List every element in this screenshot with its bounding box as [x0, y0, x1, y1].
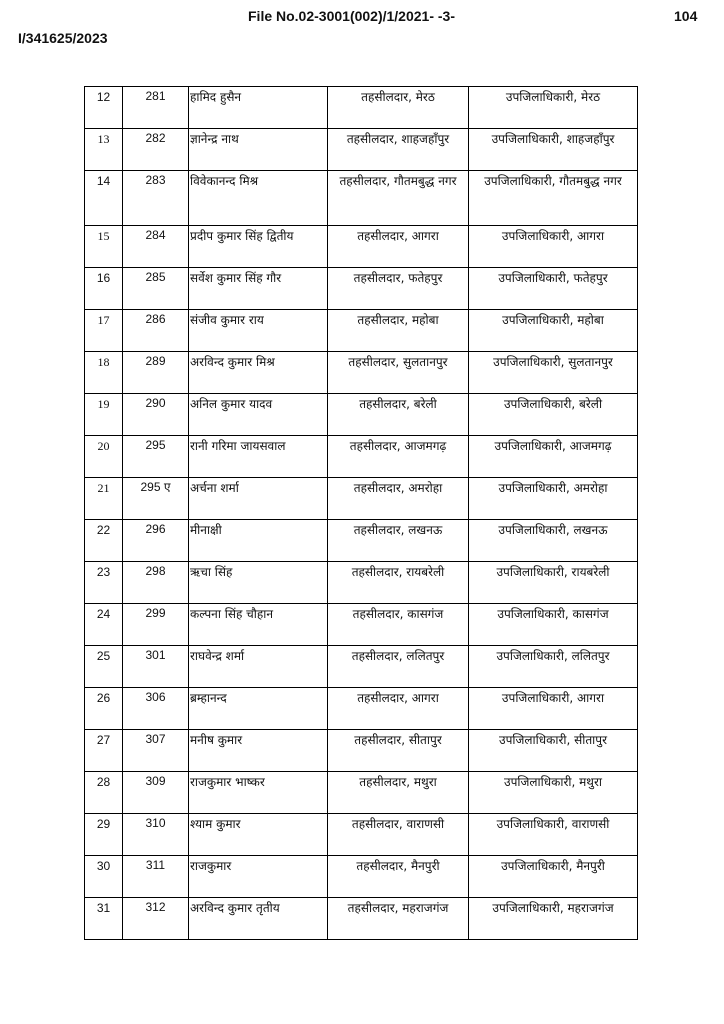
serial-number-cell: 15 [85, 226, 123, 268]
current-post-cell: तहसीलदार, शाहजहाँपुर [328, 129, 469, 171]
officer-name-cell: विवेकानन्द मिश्र [189, 171, 328, 226]
new-post-cell: उपजिलाधिकारी, अमरोहा [469, 478, 638, 520]
serial-number-cell: 12 [85, 87, 123, 129]
table-row [85, 129, 638, 171]
serial-number-cell: 20 [85, 436, 123, 478]
table-row [85, 171, 638, 226]
current-post-cell: तहसीलदार, अमरोहा [328, 478, 469, 520]
new-post-cell: उपजिलाधिकारी, सीतापुर [469, 730, 638, 772]
officer-name-cell: रानी गरिमा जायसवाल [189, 436, 328, 478]
serial-number-cell: 17 [85, 310, 123, 352]
current-post-cell: तहसीलदार, वाराणसी [328, 814, 469, 856]
table-row [85, 772, 638, 814]
seniority-number-cell: 298 [123, 562, 189, 604]
current-post-cell: तहसीलदार, आगरा [328, 226, 469, 268]
table-row [85, 898, 638, 940]
officer-name-cell: अरविन्द कुमार तृतीय [189, 898, 328, 940]
serial-number-cell: 30 [85, 856, 123, 898]
officer-name-cell: प्रदीप कुमार सिंह द्वितीय [189, 226, 328, 268]
table-row [85, 226, 638, 268]
officer-name-cell: हामिद हुसैन [189, 87, 328, 129]
table-row [85, 436, 638, 478]
officer-name-cell: राजकुमार भाष्कर [189, 772, 328, 814]
current-post-cell: तहसीलदार, मथुरा [328, 772, 469, 814]
table-row [85, 688, 638, 730]
serial-number-cell: 26 [85, 688, 123, 730]
officer-name-cell: ऋचा सिंह [189, 562, 328, 604]
table-row [85, 352, 638, 394]
current-post-cell: तहसीलदार, आजमगढ़ [328, 436, 469, 478]
serial-number-cell: 16 [85, 268, 123, 310]
seniority-number-cell: 289 [123, 352, 189, 394]
seniority-number-cell: 296 [123, 520, 189, 562]
table-row [85, 87, 638, 129]
serial-number-cell: 14 [85, 171, 123, 226]
officer-name-cell: ब्रम्हानन्द [189, 688, 328, 730]
current-post-cell: तहसीलदार, सुलतानपुर [328, 352, 469, 394]
new-post-cell: उपजिलाधिकारी, शाहजहाँपुर [469, 129, 638, 171]
officer-name-cell: संजीव कुमार राय [189, 310, 328, 352]
serial-number-cell: 21 [85, 478, 123, 520]
table-row [85, 478, 638, 520]
officer-name-cell: अनिल कुमार यादव [189, 394, 328, 436]
table-row [85, 730, 638, 772]
officer-name-cell: ज्ञानेन्द्र नाथ [189, 129, 328, 171]
serial-number-cell: 29 [85, 814, 123, 856]
seniority-number-cell: 283 [123, 171, 189, 226]
seniority-number-cell: 290 [123, 394, 189, 436]
new-post-cell: उपजिलाधिकारी, आजमगढ़ [469, 436, 638, 478]
new-post-cell: उपजिलाधिकारी, कासगंज [469, 604, 638, 646]
table-row [85, 814, 638, 856]
serial-number-cell: 24 [85, 604, 123, 646]
new-post-cell: उपजिलाधिकारी, आगरा [469, 226, 638, 268]
serial-number-cell: 13 [85, 129, 123, 171]
officer-name-cell: श्याम कुमार [189, 814, 328, 856]
current-post-cell: तहसीलदार, गौतमबुद्ध नगर [328, 171, 469, 226]
seniority-number-cell: 299 [123, 604, 189, 646]
table-row [85, 310, 638, 352]
new-post-cell: उपजिलाधिकारी, आगरा [469, 688, 638, 730]
page-number: 104 [674, 8, 698, 24]
serial-number-cell: 28 [85, 772, 123, 814]
serial-number-cell: 18 [85, 352, 123, 394]
seniority-number-cell: 286 [123, 310, 189, 352]
seniority-number-cell: 309 [123, 772, 189, 814]
officer-name-cell: मनीष कुमार [189, 730, 328, 772]
new-post-cell: उपजिलाधिकारी, गौतमबुद्ध नगर [469, 171, 638, 226]
seniority-number-cell: 285 [123, 268, 189, 310]
table-body [85, 87, 638, 940]
seniority-number-cell: 307 [123, 730, 189, 772]
officer-name-cell: मीनाक्षी [189, 520, 328, 562]
serial-number-cell: 19 [85, 394, 123, 436]
serial-number-cell: 31 [85, 898, 123, 940]
new-post-cell: उपजिलाधिकारी, वाराणसी [469, 814, 638, 856]
seniority-number-cell: 306 [123, 688, 189, 730]
table-row [85, 856, 638, 898]
new-post-cell: उपजिलाधिकारी, बरेली [469, 394, 638, 436]
current-post-cell: तहसीलदार, मेरठ [328, 87, 469, 129]
new-post-cell: उपजिलाधिकारी, लखनऊ [469, 520, 638, 562]
new-post-cell: उपजिलाधिकारी, सुलतानपुर [469, 352, 638, 394]
new-post-cell: उपजिलाधिकारी, ललितपुर [469, 646, 638, 688]
new-post-cell: उपजिलाधिकारी, महराजगंज [469, 898, 638, 940]
serial-number-cell: 23 [85, 562, 123, 604]
officer-name-cell: राघवेन्द्र शर्मा [189, 646, 328, 688]
table-row [85, 604, 638, 646]
new-post-cell: उपजिलाधिकारी, मथुरा [469, 772, 638, 814]
current-post-cell: तहसीलदार, मैनपुरी [328, 856, 469, 898]
seniority-number-cell: 301 [123, 646, 189, 688]
seniority-number-cell: 281 [123, 87, 189, 129]
officer-name-cell: अर्चना शर्मा [189, 478, 328, 520]
file-number: File No.02-3001(002)/1/2021- -3- [248, 8, 455, 24]
officer-name-cell: सर्वेश कुमार सिंह गौर [189, 268, 328, 310]
table-row [85, 520, 638, 562]
table-row [85, 646, 638, 688]
current-post-cell: तहसीलदार, रायबरेली [328, 562, 469, 604]
seniority-number-cell: 310 [123, 814, 189, 856]
seniority-number-cell: 295 ए [123, 478, 189, 520]
new-post-cell: उपजिलाधिकारी, फतेहपुर [469, 268, 638, 310]
new-post-cell: उपजिलाधिकारी, महोबा [469, 310, 638, 352]
current-post-cell: तहसीलदार, महराजगंज [328, 898, 469, 940]
serial-number-cell: 22 [85, 520, 123, 562]
officer-name-cell: राजकुमार [189, 856, 328, 898]
table-row [85, 394, 638, 436]
officer-name-cell: अरविन्द कुमार मिश्र [189, 352, 328, 394]
seniority-number-cell: 311 [123, 856, 189, 898]
table-row [85, 268, 638, 310]
current-post-cell: तहसीलदार, कासगंज [328, 604, 469, 646]
serial-number-cell: 25 [85, 646, 123, 688]
reference-number: I/341625/2023 [18, 30, 108, 46]
new-post-cell: उपजिलाधिकारी, मेरठ [469, 87, 638, 129]
seniority-number-cell: 312 [123, 898, 189, 940]
current-post-cell: तहसीलदार, सीतापुर [328, 730, 469, 772]
serial-number-cell: 27 [85, 730, 123, 772]
seniority-number-cell: 284 [123, 226, 189, 268]
current-post-cell: तहसीलदार, आगरा [328, 688, 469, 730]
current-post-cell: तहसीलदार, ललितपुर [328, 646, 469, 688]
new-post-cell: उपजिलाधिकारी, रायबरेली [469, 562, 638, 604]
seniority-number-cell: 295 [123, 436, 189, 478]
new-post-cell: उपजिलाधिकारी, मैनपुरी [469, 856, 638, 898]
current-post-cell: तहसीलदार, लखनऊ [328, 520, 469, 562]
officers-table [84, 86, 638, 940]
table-row [85, 562, 638, 604]
seniority-number-cell: 282 [123, 129, 189, 171]
officer-name-cell: कल्पना सिंह चौहान [189, 604, 328, 646]
current-post-cell: तहसीलदार, बरेली [328, 394, 469, 436]
current-post-cell: तहसीलदार, महोबा [328, 310, 469, 352]
current-post-cell: तहसीलदार, फतेहपुर [328, 268, 469, 310]
